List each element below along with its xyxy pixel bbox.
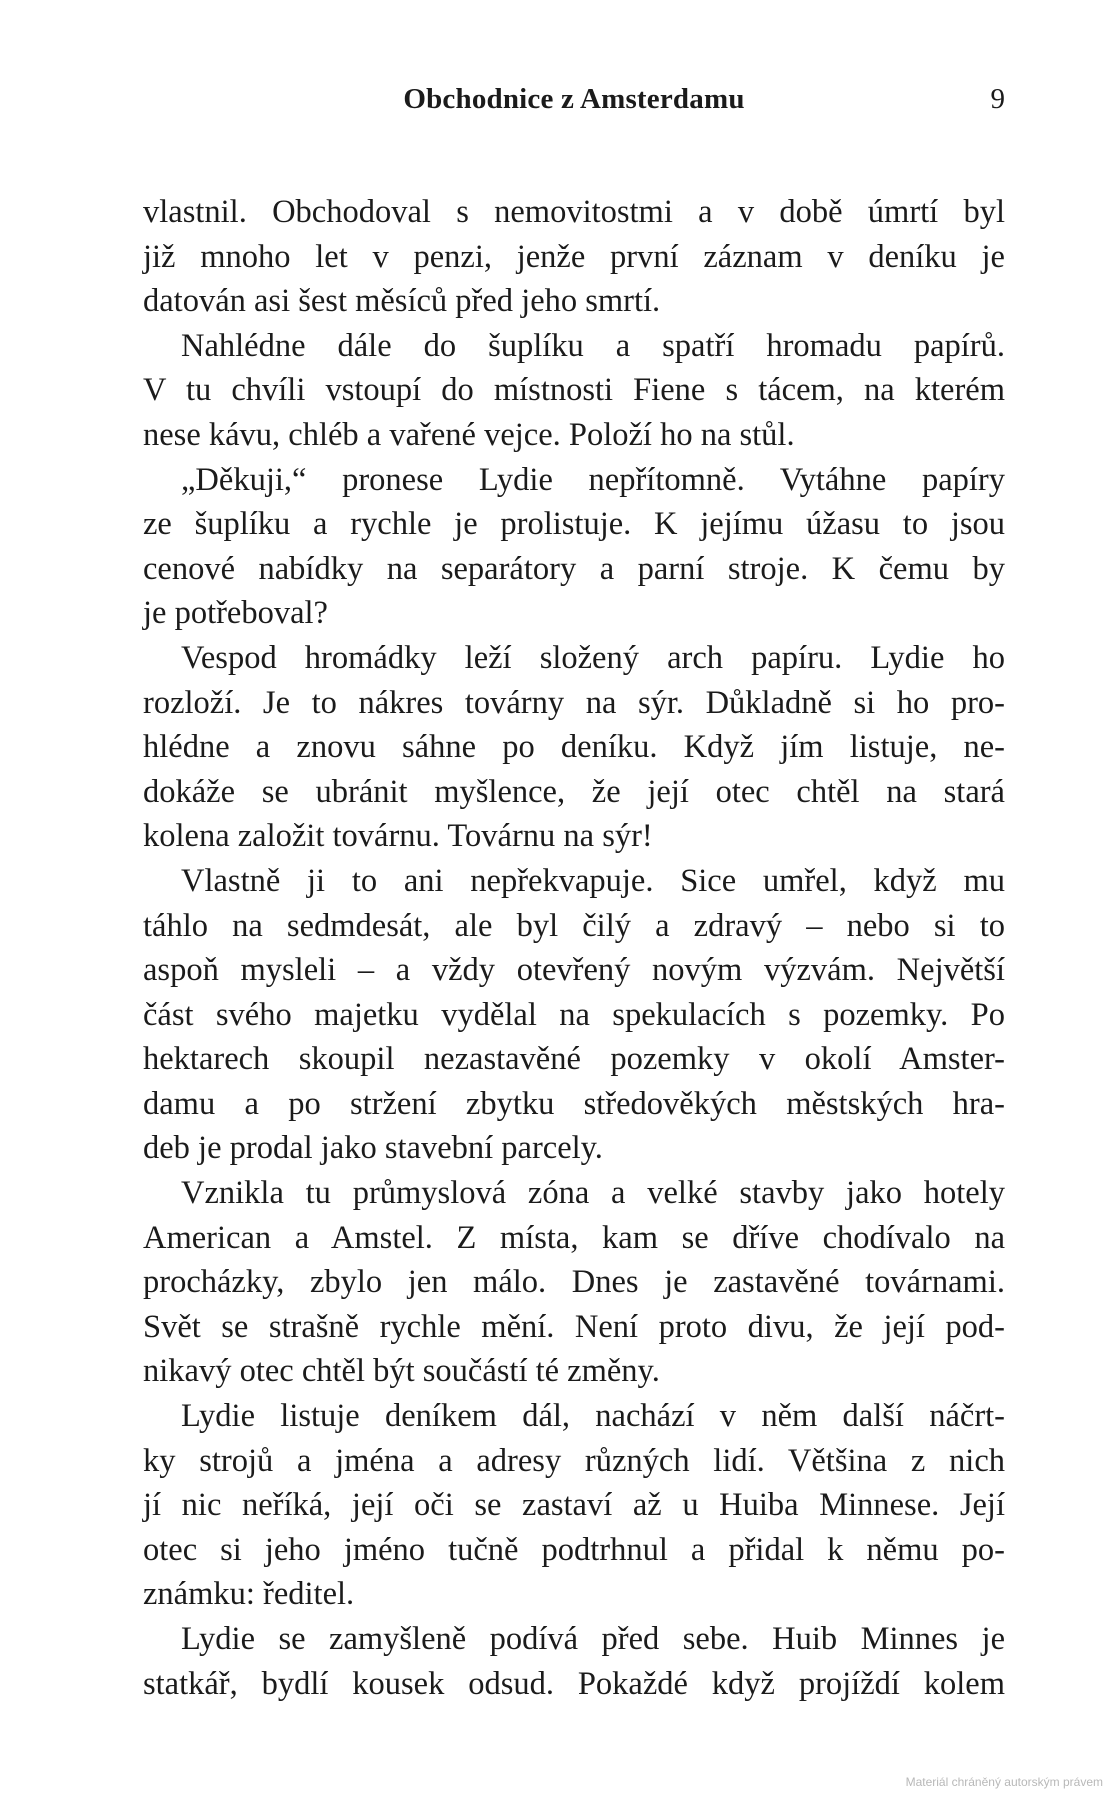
- text-line: ze šuplíku a rychle je prolistuje. K jejímu úžasu to jsou: [143, 506, 1005, 543]
- text-line: kolena založit továrnu. Továrnu na sýr!: [143, 818, 653, 855]
- text-line: aspoň mysleli – a vždy otevřený novým výzvám. Největší: [143, 952, 1005, 989]
- text-line: nikavý otec chtěl být součástí té změny.: [143, 1353, 660, 1390]
- running-header: [143, 83, 1005, 127]
- text-line: je potřeboval?: [143, 595, 328, 632]
- text-line: „Děkuji,“ pronese Lydie nepřítomně. Vytáhne papíry: [181, 461, 1005, 498]
- text-line: V tu chvíli vstoupí do místnosti Fiene s tácem, na kterém: [143, 372, 1005, 409]
- text-line: rozloží. Je to nákres továrny na sýr. Důkladně si ho pro-: [143, 684, 1005, 721]
- text-line: již mnoho let v penzi, jenže první záznam v deníku je: [143, 238, 1005, 275]
- text-line: American a Amstel. Z místa, kam se dříve chodívalo na: [143, 1219, 1005, 1256]
- text-line: táhlo na sedmdesát, ale byl čilý a zdravý – nebo si to: [143, 907, 1005, 944]
- text-line: statkář, bydlí kousek odsud. Pokaždé když projíždí kolem: [143, 1665, 1005, 1702]
- text-line: ky strojů a jména a adresy různých lidí. Většina z nich: [143, 1442, 1005, 1479]
- text-line: nese kávu, chléb a vařené vejce. Položí ho na stůl.: [143, 416, 795, 453]
- text-line: hlédne a znovu sáhne po deníku. Když jím listuje, ne-: [143, 729, 1005, 766]
- text-line: datován asi šest měsíců před jeho smrtí.: [143, 283, 661, 320]
- body-text: [143, 190, 1005, 1706]
- text-line: deb je prodal jako stavební parcely.: [143, 1130, 603, 1167]
- text-line: Lydie se zamyšleně podívá před sebe. Huib Minnes je: [181, 1621, 1005, 1657]
- text-line: Vznikla tu průmyslová zóna a velké stavby jako hotely: [181, 1175, 1005, 1212]
- copyright-watermark: Materiál chráněný autorským právem: [905, 1775, 1103, 1789]
- text-line: otec si jeho jméno tučně podtrhnul a přidal k němu po-: [143, 1531, 1005, 1568]
- text-line: Lydie listuje deníkem dál, nachází v něm další náčrt-: [181, 1398, 1005, 1435]
- text-line: část svého majetku vydělal na spekulacích s pozemky. Po: [143, 996, 1005, 1033]
- page-number: 9: [990, 83, 1005, 115]
- text-line: Nahlédne dále do šuplíku a spatří hromadu papírů.: [181, 327, 1005, 364]
- text-line: vlastnil. Obchodoval s nemovitostmi a v době úmrtí byl: [143, 194, 1005, 230]
- text-line: známku: ředitel.: [143, 1576, 355, 1613]
- text-line: cenové nabídky na separátory a parní stroje. K čemu by: [143, 550, 1005, 587]
- text-line: procházky, zbylo jen málo. Dnes je zastavěné továrnami.: [143, 1264, 1005, 1301]
- text-line: Vlastně ji to ani nepřekvapuje. Sice umřel, když mu: [181, 862, 1005, 899]
- running-title: Obchodnice z Amsterdamu: [403, 83, 745, 115]
- text-line: Vespod hromádky leží složený arch papíru. Lydie ho: [181, 639, 1005, 676]
- text-line: dokáže se ubránit myšlence, že její otec chtěl na stará: [143, 773, 1005, 810]
- text-line: jí nic neříká, její oči se zastaví až u Huiba Minnese. Její: [143, 1487, 1005, 1524]
- text-line: damu a po stržení zbytku středověkých městských hra-: [143, 1085, 1005, 1122]
- text-line: Svět se strašně rychle mění. Není proto divu, že její pod-: [143, 1308, 1005, 1345]
- text-line: hektarech skoupil nezastavěné pozemky v okolí Amster-: [143, 1041, 1005, 1078]
